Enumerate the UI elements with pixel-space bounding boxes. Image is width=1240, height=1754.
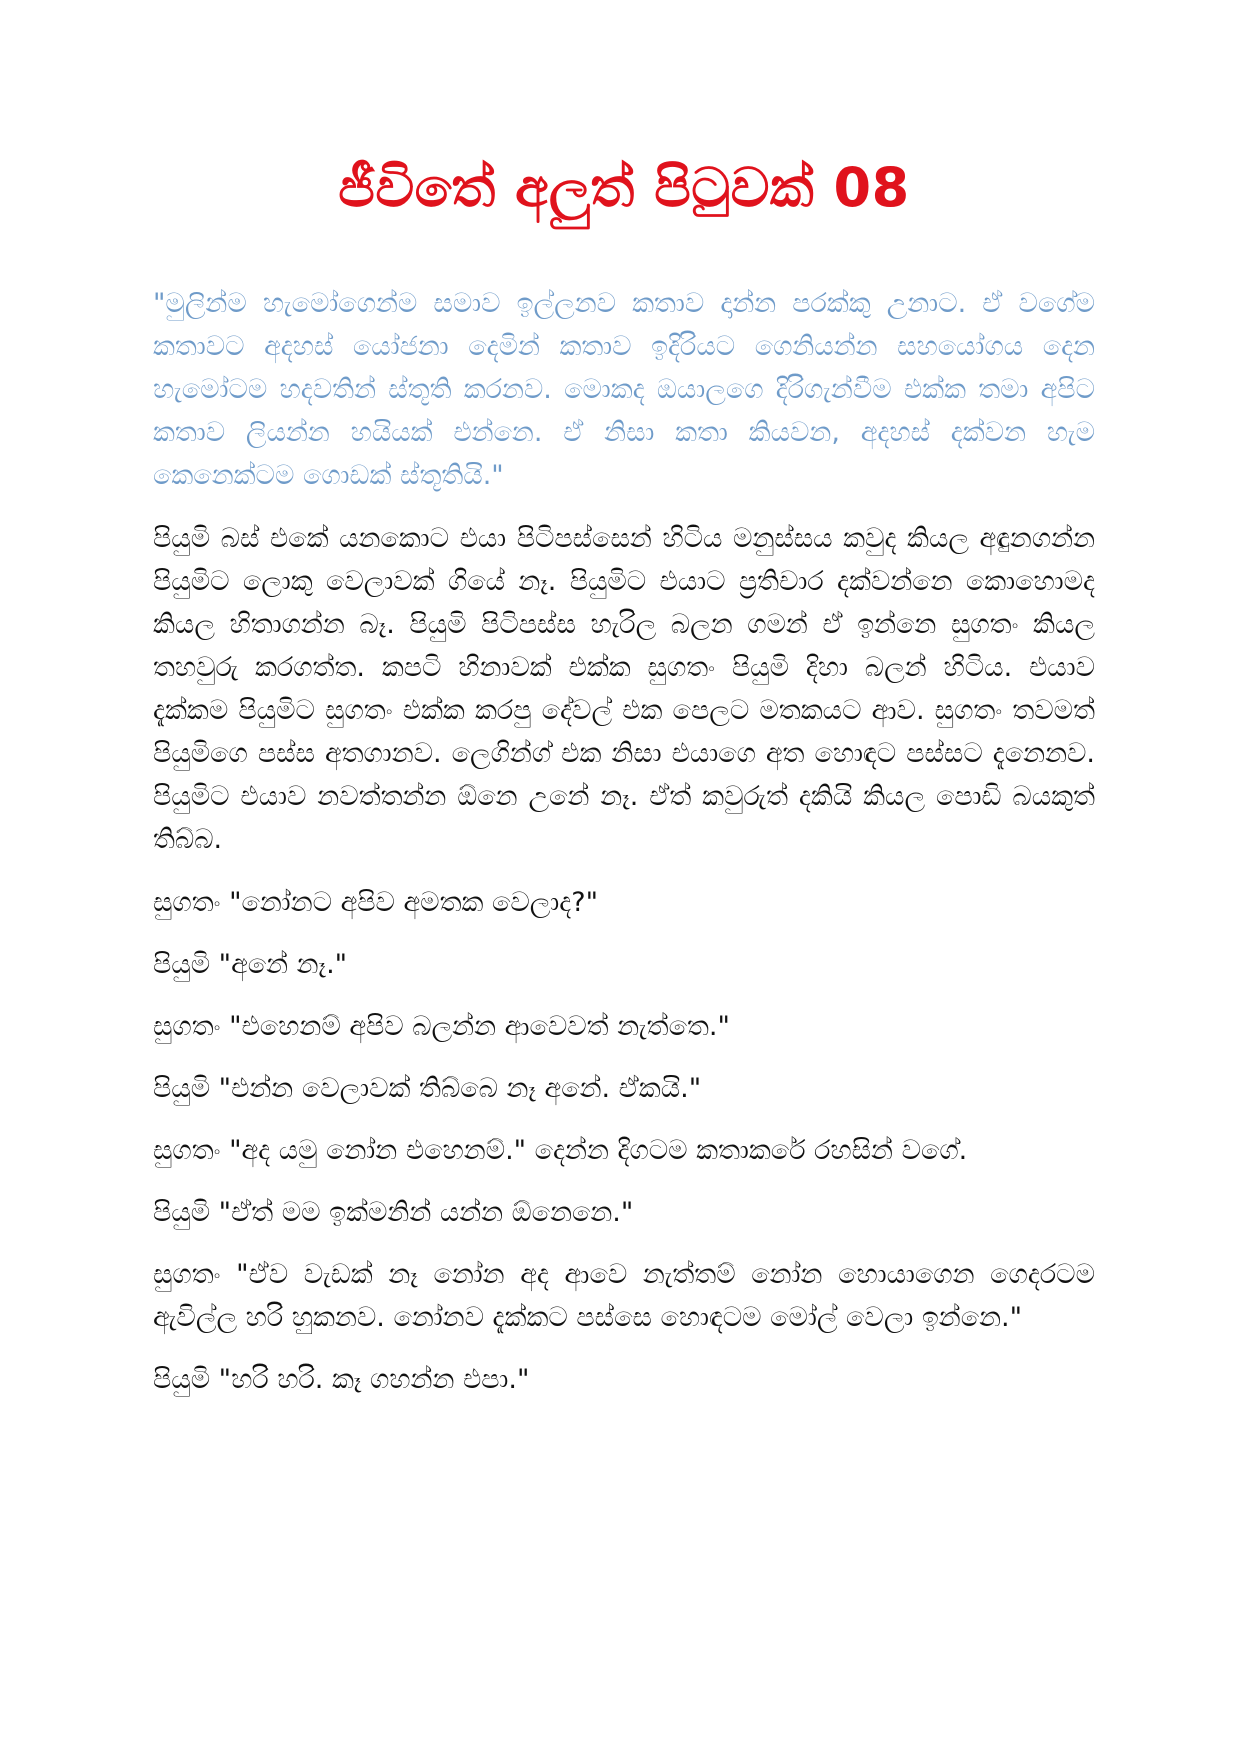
dialogue-line: පියුමි "අනේ නෑ." [153, 949, 348, 980]
dialogue-line: පියුමි "ඒත් මම ඉක්මනින් යන්න ඕනෙනෙ." [153, 1197, 634, 1228]
dialogue-line: පියුමි "එන්න වෙලාවක් තිබ්බෙ නෑ අනේ. ඒකයි." [153, 1073, 702, 1104]
story-paragraph: පියුමි බස් එකේ යනකොට එයා පිටිපස්සෙන් හිටිය මනුස්සය කවුද කියල අඳුනගන්න පියුමිට ලොකු වෙලාවක් ගියේ නෑ. පියුමිට එයාට ප්‍රතිචාර දක්වන්නෙ කොහොමද කියල හිතාගන්න බෑ. පියුමි පිටිපස්ස හැරිල බලන ගමන් ඒ ඉන්නෙ සුගතං කියල තහවුරු කරගත්ත. කපටි හිනාවක් එක්ක සුගතං පියුමි දිහා බලන් හිටිය. එයාව දැක්කම පියුමිට සුගතං එක්ක කරපු දේවල් එක පෙලට මතකයට ආව. සුගතං තවමත් පියුමිගෙ පස්ස අතගානව. ලෙගින්ග් එක නිසා එයාගෙ අත හොඳට පස්සට දැනෙනව. පියුමිට එයාව නවත්තන්න ඕනෙ උනේ නෑ. ඒත් කවුරුත් දකියි කියල පොඩි බයකුත් තිබ්බ. [153, 523, 1095, 855]
dialogue-line: සුගතං "එහෙනම් අපිව බලන්න ආවෙවත් නැත්තෙ." [153, 1011, 730, 1042]
dialogue-line: සුගතං "නෝනට අපිව අමතක වෙලාද?" [153, 887, 599, 918]
dialogue-line: සුගතං "අද යමු නෝන එහෙනම්." දෙන්න දිගටම කතාකරේ රහසින් වගේ. [153, 1135, 968, 1166]
dialogue-line: පියුමි "හරි හරි. කෑ ගහන්න එපා." [153, 1364, 530, 1395]
dialogue-line: සුගතං "ඒව වැඩක් නෑ නෝන අද ආවෙ නැත්තම් නෝන හොයාගෙන ගෙදරටම ඇවිල්ල හරි හුකනව. නෝනව දැක්කට පස්සෙ හොඳටම මෝල් වෙලා ඉන්නෙ." [153, 1259, 1095, 1333]
author-note: "මුලින්ම හැමෝගෙන්ම සමාව ඉල්ලනව කතාව දාන්න පරක්කු උනාට. ඒ වගේම කතාවට අදහස් යෝජනා දෙමින් කතාව ඉදිරියට ගෙනියන්න සහයෝගය දෙන හැමෝටම හදවතින් ස්තූති කරනව. මොකද ඔයාලගෙ දිරිගැන්වීම එක්ක තමා අපිට කතාව ලියන්න හයියක් එන්නෙ. ඒ නිසා කතා කියවන, අදහස් දක්වන හැම කෙනෙක්ටම ගොඩක් ස්තූතියි." [153, 288, 1095, 491]
story-title: ජීවිතේ අලුත් පිටුවක් 08 [338, 156, 910, 219]
